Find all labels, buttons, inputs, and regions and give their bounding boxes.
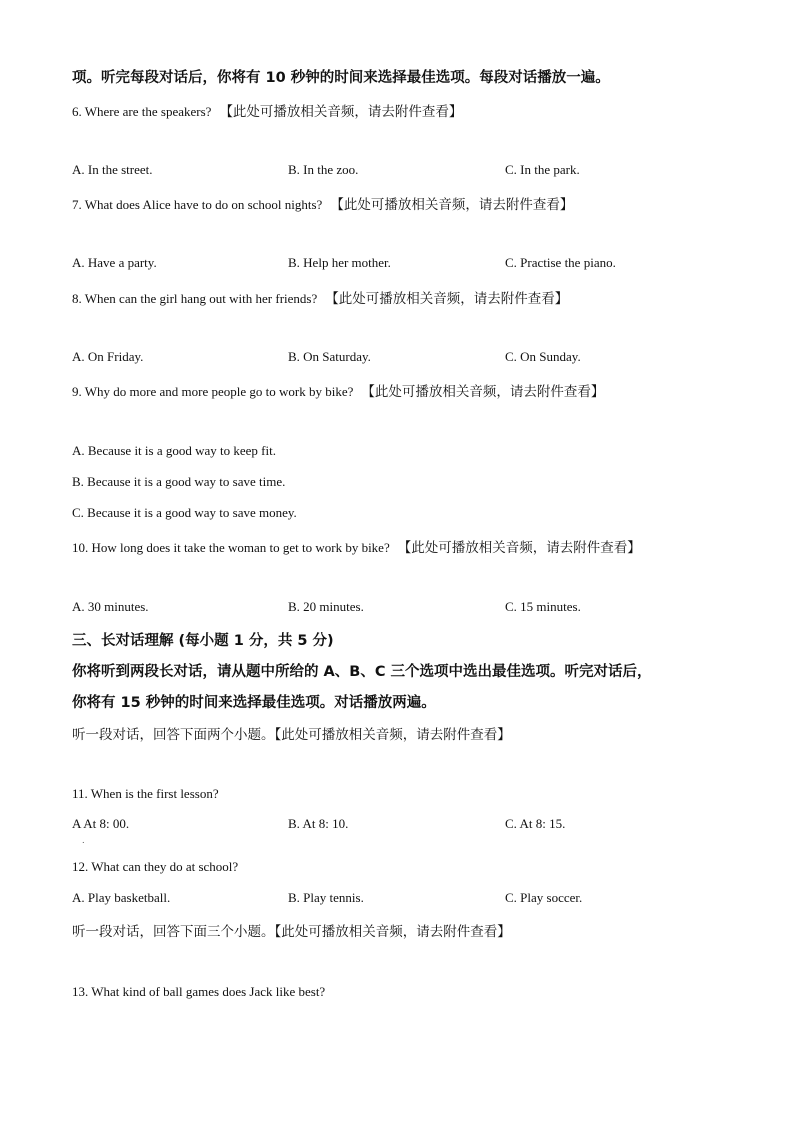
q11-option-b: B. At 8: 10. xyxy=(288,816,349,831)
audio-note[interactable]: 【此处可播放相关音频，请去附件查看】 xyxy=(219,104,463,120)
q8-option-b: B. On Saturday. xyxy=(288,349,371,364)
dialogue-2-instruction: 听一段对话，回答下面三个小题。【此处可播放相关音频，请去附件查看】 xyxy=(72,924,511,940)
question-9 xyxy=(72,380,604,400)
dialogue-1-instruction: 听一段对话，回答下面两个小题。【此处可播放相关音频，请去附件查看】 xyxy=(72,727,511,743)
q10-option-a: A. 30 minutes. xyxy=(72,599,149,614)
question-10 xyxy=(72,536,641,556)
q10-option-c: C. 15 minutes. xyxy=(505,599,581,614)
question-8 xyxy=(72,287,568,307)
q12-option-a: A. Play basketball. xyxy=(72,890,171,905)
audio-note[interactable]: 【此处可播放相关音频，请去附件查看】 xyxy=(325,291,569,307)
question-12-text: 12. What can they do at school? xyxy=(72,859,239,874)
q7-option-a: A. Have a party. xyxy=(72,255,157,270)
audio-note[interactable]: 【此处可播放相关音频，请去附件查看】 xyxy=(330,197,574,213)
audio-note[interactable]: 【此处可播放相关音频，请去附件查看】 xyxy=(397,540,641,556)
question-11-text: 11. When is the first lesson? xyxy=(72,786,219,801)
question-6-text: 6. Where are the speakers? xyxy=(72,104,212,119)
question-13-text: 13. What kind of ball games does Jack like best? xyxy=(72,984,326,999)
q12-option-c: C. Play soccer. xyxy=(505,890,583,905)
q11-option-a: A At 8: 00. xyxy=(72,816,130,831)
question-7 xyxy=(72,193,573,213)
section3-title: 三、长对话理解 (每小题 1 分，共 5 分) xyxy=(72,633,334,649)
q10-option-b: B. 20 minutes. xyxy=(288,599,364,614)
stray-dot: . xyxy=(82,836,85,845)
q8-option-a: A. On Friday. xyxy=(72,349,144,364)
q7-option-b: B. Help her mother. xyxy=(288,255,391,270)
section3-instruction-line2: 你将有 15 秒钟的时间来选择最佳选项。对话播放两遍。 xyxy=(72,695,436,711)
question-7-text: 7. What does Alice have to do on school nights? xyxy=(72,197,323,212)
q11-option-c: C. At 8: 15. xyxy=(505,816,566,831)
q12-option-b: B. Play tennis. xyxy=(288,890,364,905)
q8-option-c: C. On Sunday. xyxy=(505,349,581,364)
section3-instruction-line1: 你将听到两段长对话，请从题中所给的 A、B、C 三个选项中选出最佳选项。听完对话后， xyxy=(72,664,652,680)
q9-option-a: A. Because it is a good way to keep fit. xyxy=(72,443,276,458)
q9-option-c: C. Because it is a good way to save money. xyxy=(72,505,297,520)
q7-option-c: C. Practise the piano. xyxy=(505,255,616,270)
section2-instruction-tail: 项。听完每段对话后，你将有 10 秒钟的时间来选择最佳选项。每段对话播放一遍。 xyxy=(72,70,610,86)
q6-option-c: C. In the park. xyxy=(505,162,580,177)
q9-option-b: B. Because it is a good way to save time. xyxy=(72,474,286,489)
q6-option-b: B. In the zoo. xyxy=(288,162,359,177)
question-8-text: 8. When can the girl hang out with her friends? xyxy=(72,291,318,306)
question-10-text: 10. How long does it take the woman to get to work by bike? xyxy=(72,540,390,555)
question-6 xyxy=(72,100,462,120)
audio-note[interactable]: 【此处可播放相关音频，请去附件查看】 xyxy=(361,384,605,400)
question-9-text: 9. Why do more and more people go to work by bike? xyxy=(72,384,354,399)
q6-option-a: A. In the street. xyxy=(72,162,153,177)
